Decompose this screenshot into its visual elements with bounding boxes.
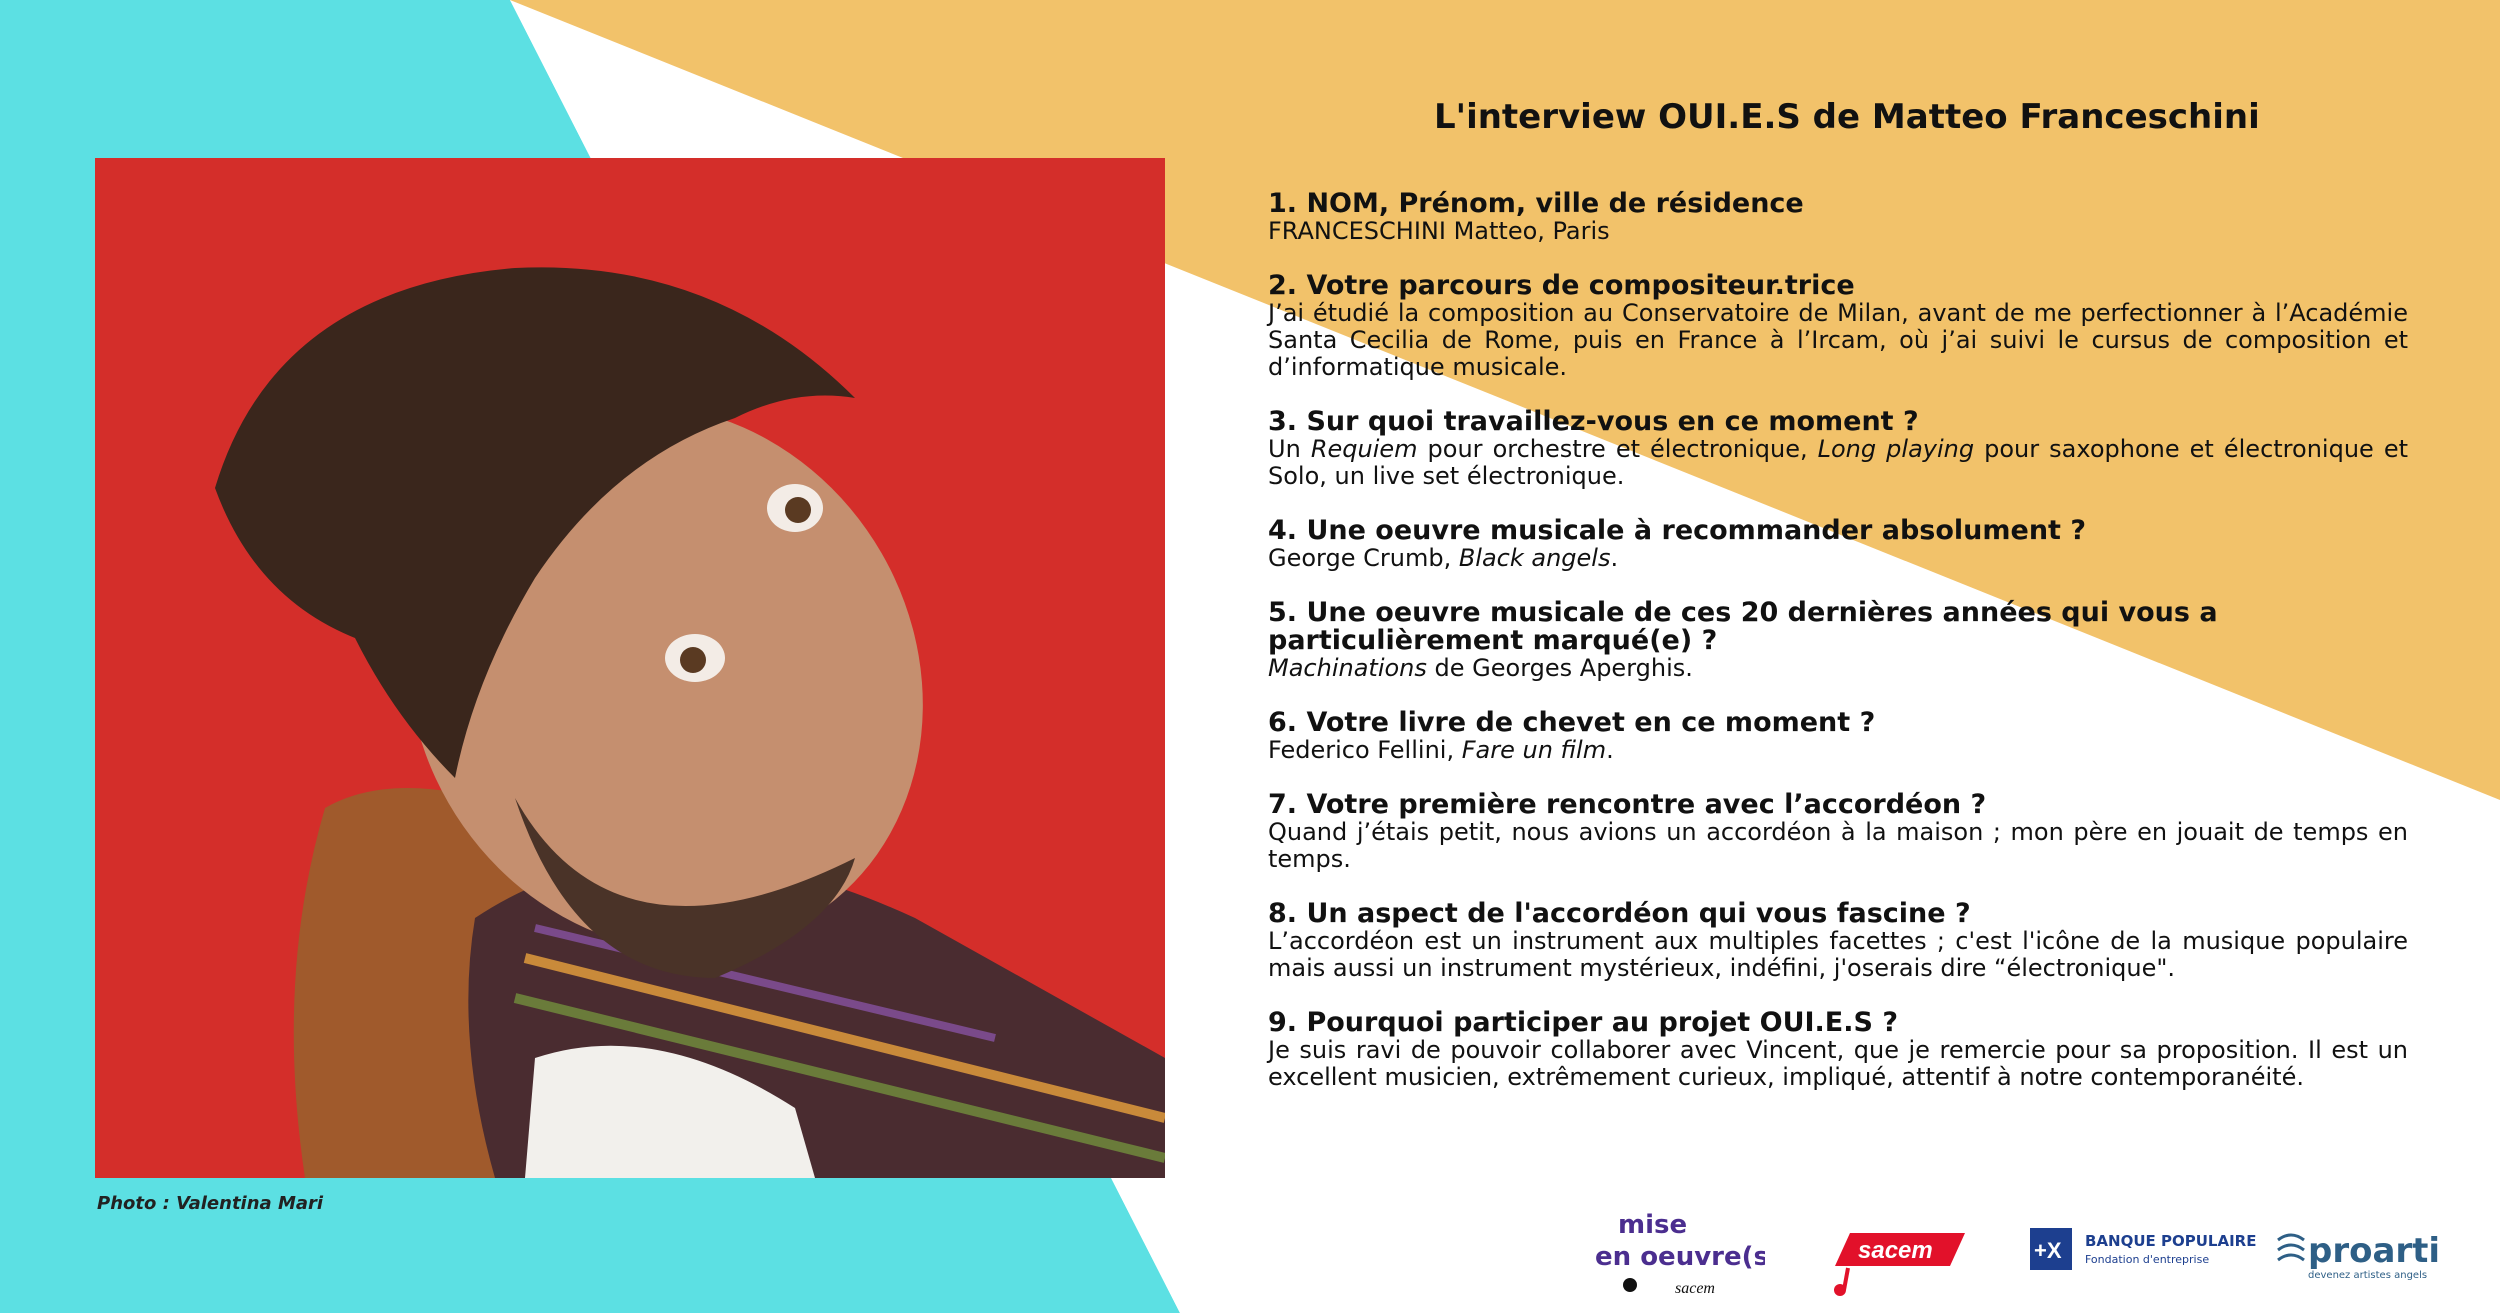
bp-mark-text: +X xyxy=(2034,1238,2062,1263)
question-5: 5. Une oeuvre musicale de ces 20 dernières années qui vous a particulièrement marqué(e) ? xyxy=(1268,597,2218,656)
interview-list xyxy=(1268,190,2408,1118)
question-1: 1. NOM, Prénom, ville de résidence xyxy=(1268,188,1804,219)
answer-4-text-a: George Crumb, xyxy=(1268,544,1459,572)
portrait-illustration xyxy=(95,158,1165,1178)
answer-4-text-b: . xyxy=(1610,544,1619,572)
logo-sacem-sub: sacem xyxy=(1675,1280,1715,1297)
proarti-label: proarti xyxy=(2308,1231,2441,1271)
question-7: 7. Votre première rencontre avec l’accordéon ? xyxy=(1268,789,1987,820)
answer-1: FRANCESCHINI Matteo, Paris xyxy=(1268,217,1610,245)
proarti-wave-icon xyxy=(2276,1225,2306,1275)
answer-9: Je suis ravi de pouvoir collaborer avec Vincent, que je remercie pour sa proposition. Il est un excellent musicien, extrêmement curieux, impliqué, attentif à notre contemporanéité. xyxy=(1268,1036,2408,1091)
photo-credit: Photo : Valentina Mari xyxy=(97,1193,324,1214)
question-4: 4. Une oeuvre musicale à recommander absolument ? xyxy=(1268,515,2087,546)
answer-4-work: Black angels xyxy=(1458,544,1611,572)
answer-3-text-b: pour orchestre et électronique, xyxy=(1417,435,1818,463)
qa-item-1 xyxy=(1268,190,2408,245)
logo-mise-text: mise xyxy=(1618,1210,1688,1240)
answer-3-work-long-playing: Long playing xyxy=(1817,435,1975,463)
answer-3-text-c: pour saxophone et électronique et Solo, un live set électronique. xyxy=(1268,435,2408,490)
question-3: 3. Sur quoi travaillez-vous en ce moment ? xyxy=(1268,406,1919,437)
banque-populaire-text xyxy=(2085,1233,2256,1268)
qa-item-5 xyxy=(1268,599,2408,682)
question-6: 6. Votre livre de chevet en ce moment ? xyxy=(1268,707,1876,738)
banque-populaire-logo xyxy=(2030,1228,2257,1278)
qa-item-6 xyxy=(1268,709,2408,764)
answer-4 xyxy=(1268,545,2408,572)
question-9: 9. Pourquoi participer au projet OUI.E.S ? xyxy=(1268,1007,1899,1038)
question-2: 2. Votre parcours de compositeur.trice xyxy=(1268,270,1855,301)
answer-6-work: Fare un film xyxy=(1461,736,1607,764)
answer-6 xyxy=(1268,737,2408,764)
qa-item-8 xyxy=(1268,900,2408,982)
logo-oeuvres-text: en oeuvre(s) xyxy=(1595,1242,1765,1272)
proarti-logo xyxy=(2276,1225,2441,1285)
answer-7: Quand j’étais petit, nous avions un accordéon à la maison ; mon père en jouait de temps en temps. xyxy=(1268,818,2408,873)
answer-3-text-a: Un xyxy=(1268,435,1311,463)
answer-6-text-b: . xyxy=(1606,736,1614,764)
bp-line2: Fondation d'entreprise xyxy=(2085,1253,2210,1266)
answer-3 xyxy=(1268,436,2408,490)
mise-en-oeuvres-logo xyxy=(1590,1205,1765,1300)
answer-5-work: Machinations xyxy=(1268,654,1427,682)
banque-populaire-mark-icon xyxy=(2030,1228,2080,1273)
proarti-tagline: devenez artistes angels xyxy=(2308,1270,2428,1281)
answer-5-text: de Georges Aperghis. xyxy=(1426,654,1693,682)
sacem-logo xyxy=(1830,1228,1965,1298)
qa-item-4 xyxy=(1268,517,2408,572)
answer-5 xyxy=(1268,655,2408,682)
qa-item-9 xyxy=(1268,1009,2408,1091)
page-title: L'interview OUI.E.S de Matteo Franceschini xyxy=(1434,97,2260,137)
answer-2: J’ai étudié la composition au Conservatoire de Milan, avant de me perfectionner à l’Académie Santa Cecilia de Rome, puis en France à l’Ircam, où j’ai suivi le cursus de composition et d’informatique musicale. xyxy=(1268,299,2408,381)
qa-item-3 xyxy=(1268,408,2408,490)
bp-line1: BANQUE POPULAIRE xyxy=(2085,1232,2257,1250)
answer-6-text-a: Federico Fellini, xyxy=(1268,736,1462,764)
answer-8: L’accordéon est un instrument aux multiples facettes ; c'est l'icône de la musique populaire mais aussi un instrument mystérieux, indéfini, j'oserais dire “électronique". xyxy=(1268,927,2408,982)
sacem-label: sacem xyxy=(1858,1237,1933,1264)
qa-item-7 xyxy=(1268,791,2408,873)
qa-item-2 xyxy=(1268,272,2408,381)
answer-3-work-requiem: Requiem xyxy=(1310,435,1418,463)
question-8: 8. Un aspect de l'accordéon qui vous fascine ? xyxy=(1268,898,1971,929)
portrait-photo xyxy=(95,158,1165,1178)
